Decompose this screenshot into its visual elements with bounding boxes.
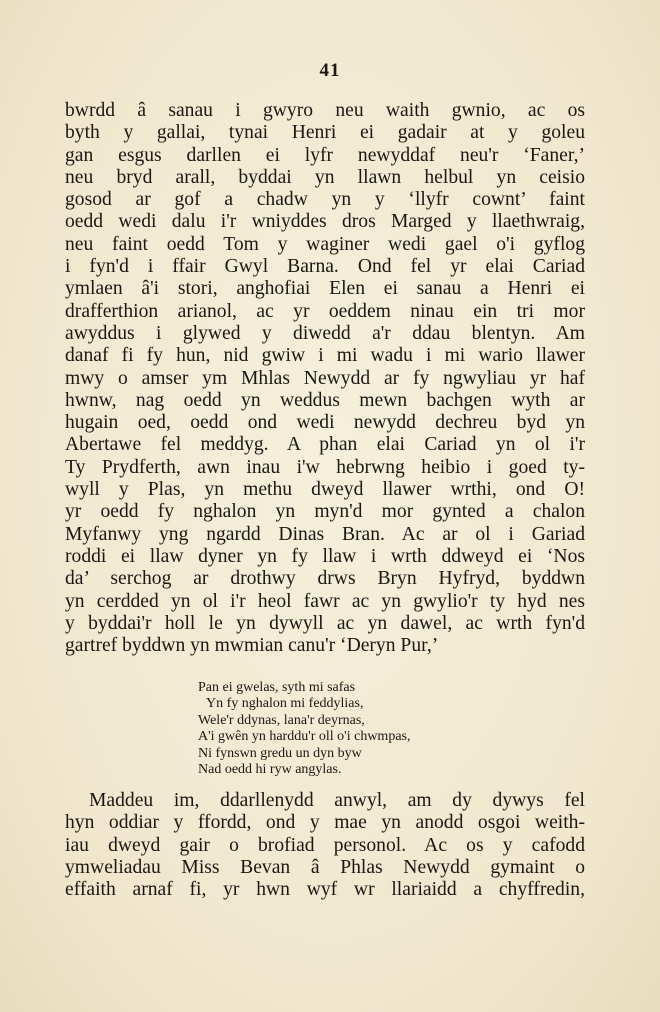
text-line: yn cerdded yn ol i'r heol fawr ac yn gwylio'r ty hyd nes [65, 590, 585, 612]
text-line: mwy o amser ym Mhlas Newydd ar fy ngwyliau yr haf [65, 367, 585, 389]
paragraph-2 [65, 790, 585, 901]
text-line: Myfanwy yng ngardd Dinas Bran. Ac ar ol i Gariad [65, 523, 585, 545]
text-line: drafferthion arianol, ac yr oeddem ninau ein tri mor [65, 300, 585, 322]
page-number: 41 [319, 60, 341, 81]
text-line: i fyn'd i ffair Gwyl Barna. Ond fel yr elai Cariad [65, 256, 585, 278]
text-line: awyddus i glywed y diwedd a'r ddau blentyn. Am [65, 322, 585, 344]
poem-line: A'i gwên yn harddu'r oll o'i chwmpas, [198, 729, 411, 745]
text-line: hwnw, nag oedd yn weddus mewn bachgen wyth ar [65, 389, 585, 411]
text-line: roddi ei llaw dyner yn fy llaw i wrth ddweyd ei ‘Nos [65, 545, 585, 567]
text-line: y byddai'r holl le yn dywyll ac yn dawel, ac wrth fyn'd [65, 612, 585, 634]
paragraph-1 [65, 100, 585, 657]
text-line: Ty Prydferth, awn inau i'w hebrwng heibio i goed ty- [65, 456, 585, 478]
text-line: ymlaen â'i stori, anghofiai Elen ei sanau a Henri ei [65, 278, 585, 300]
text-line: gan esgus darllen ei lyfr newyddaf neu'r ‘Faner,’ [65, 144, 585, 166]
text-line: danaf fi fy hun, nid gwiw i mi wadu i mi wario llawer [65, 345, 585, 367]
poem-line: Pan ei gwelas, syth mi safas [198, 680, 356, 695]
text-line: Abertawe fel meddyg. A phan elai Cariad yn ol i'r [65, 434, 585, 456]
text-line: neu bryd arall, byddai yn llawn helbul yn ceisio [65, 166, 585, 188]
poem-line: Nad oedd hi ryw angylas. [198, 761, 342, 777]
poem-line: Wele'r ddynas, lana'r deyrnas, [198, 712, 365, 728]
text-line: iau dweyd gair o brofiad personol. Ac os y cafodd [65, 834, 585, 856]
poem-line: Yn fy nghalon mi feddylias, [206, 696, 364, 712]
text-line: bwrdd â sanau i gwyro neu waith gwnio, ac os [65, 100, 585, 121]
text-line: ymweliadau Miss Bevan â Phlas Newydd gymaint o [65, 856, 585, 878]
text-line: byth y gallai, tynai Henri ei gadair at y goleu [65, 122, 585, 144]
text-line: da’ serchog ar drothwy drws Bryn Hyfryd, byddwn [65, 568, 585, 590]
poem-stanza [198, 680, 498, 778]
text-line: gosod ar gof a chadw yn y ‘llyfr cownt’ faint [65, 189, 585, 211]
text-line: hyn oddiar y ffordd, ond y mae yn anodd osgoi weith- [65, 812, 585, 834]
text-line: yr oedd fy nghalon yn myn'd mor gynted a chalon [65, 501, 585, 523]
poem-line: Ni fynswn gredu un dyn byw [198, 745, 362, 761]
text-line: oedd wedi dalu i'r wniyddes dros Marged y llaethwraig, [65, 211, 585, 233]
text-line: hugain oed, oedd ond wedi newydd dechreu byd yn [65, 412, 585, 434]
text-line: neu faint oedd Tom y waginer wedi gael o'i gyflog [65, 233, 585, 255]
text-line: Maddeu im, ddarllenydd anwyl, am dy dywys fel [89, 790, 585, 811]
text-line: gartref byddwn yn mwmian canu'r ‘Deryn Pur,’ [65, 635, 439, 657]
text-line: effaith arnaf fi, yr hwn wyf wr llariaidd a chyffredin, [65, 879, 585, 901]
text-line: wyll y Plas, yn methu dweyd llawer wrthi, ond O! [65, 479, 585, 501]
